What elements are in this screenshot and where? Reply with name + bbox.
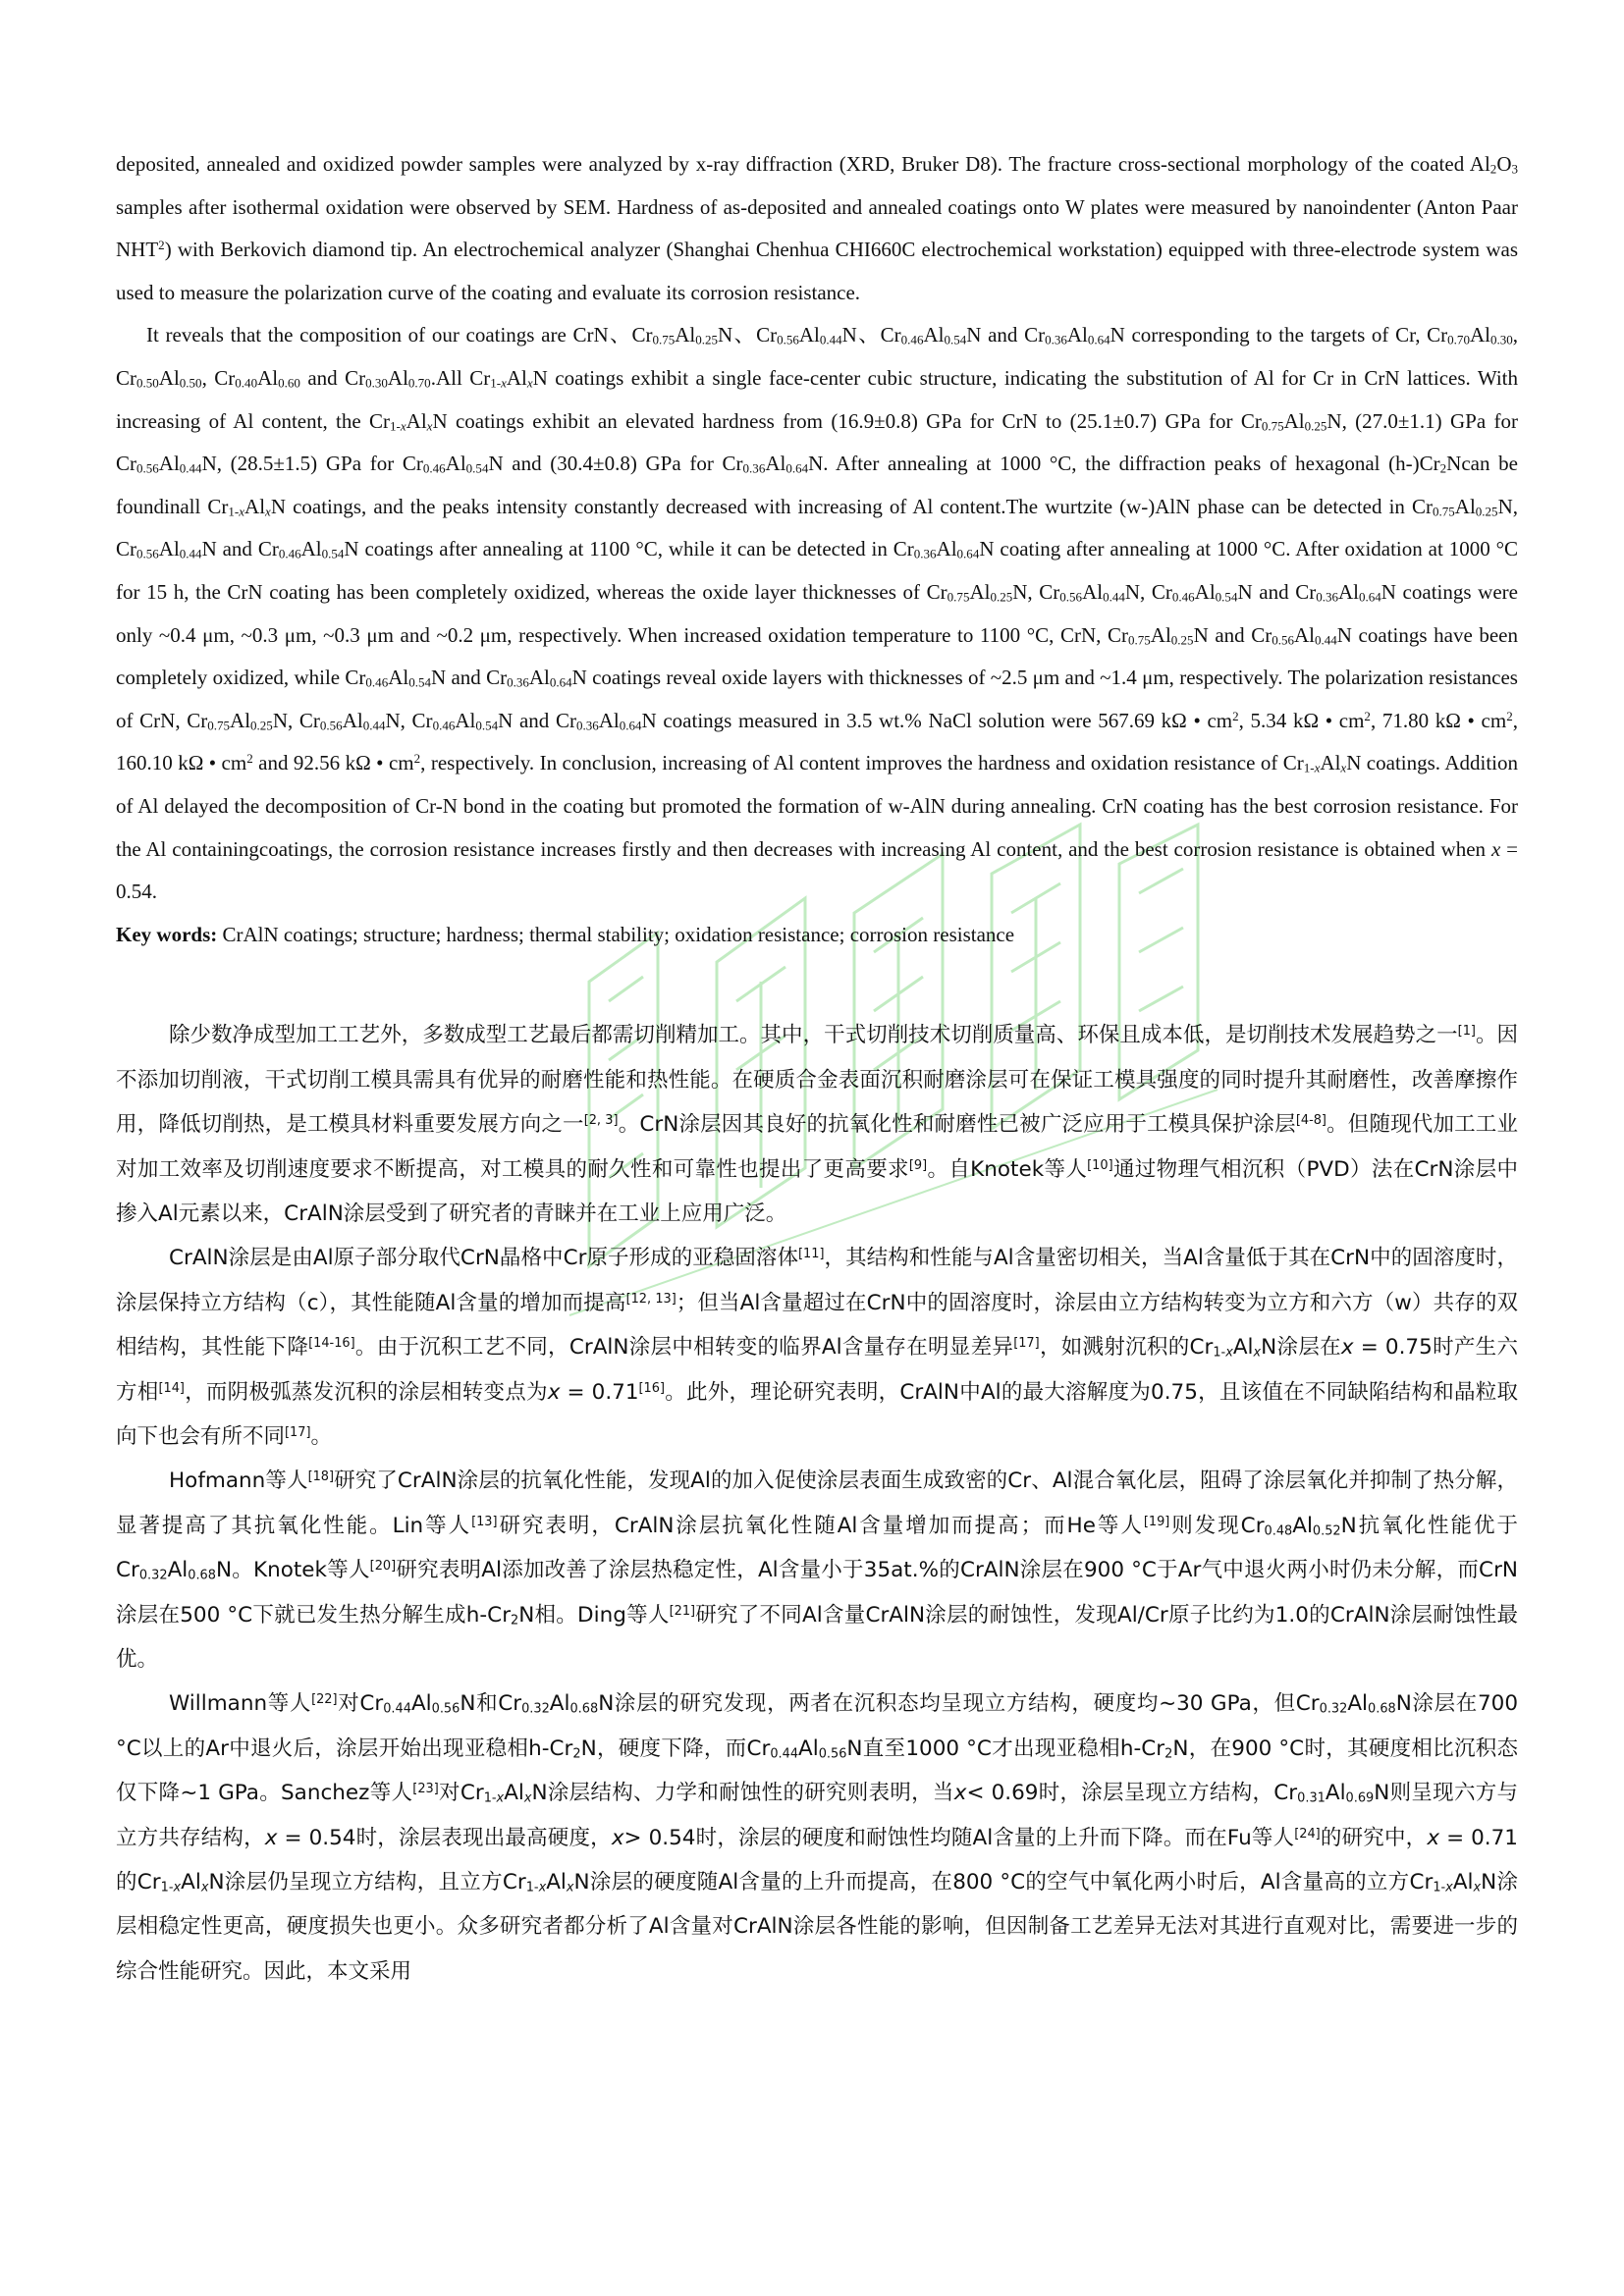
intro-paragraph-4: Willmann等人[22]对$Cr_{0.44}Al_{0.56}N$和$Cr_{0.32}Al_{0.68}N$涂层的研究发现，两者在沉积态均呈现立方结构，硬度均~30 GPa，但$Cr_{0.32}Al_{0.68}N$涂层在700 °C以上的Ar中退火后，涂层开始出现亚稳相$h-Cr_2N$，硬度下降，而$Cr_{0.44}Al_{0.56}N$直至1000 °C才出现亚稳相$h-Cr_2N$，在900 °C时，其硬度相比沉积态仅下降~1 GPa。Sanchez等人[23]对$Cr_{1-x}Al_xN$涂层结构、力学和耐蚀性的研究则表明，当x< 0.69时，涂层呈现立方结构，$Cr_{0.31}Al_{0.69}N$则呈现六方与立方共存结构，x = 0.54时，涂层表现出最高硬度，x> 0.54时，涂层的硬度和耐蚀性均随Al含量的上升而下降。而在Fu等人[24]的研究中，x = 0.71的$Cr_{1-x}Al_xN$涂层仍呈现立方结构，且立方$Cr_{1-x}Al_xN$涂层的硬度随Al含量的上升而提高，在800 °C的空气中氧化两小时后，Al含量高的立方$Cr_{1-x}Al_xN$涂层相稳定性更高，硬度损失也更小。众多研究者都分析了Al含量对CrAlN涂层各性能的影响，但因制备工艺差异无法对其进行直观对比，需要进一步的综合性能研究。因此，本文采用: [116, 1691, 1519, 1984]
keywords-label: Key words:: [116, 922, 218, 946]
keywords-text: CrAlN coatings; structure; hardness; thermal stability; oxidation resistance; corrosion resistance: [217, 922, 1015, 946]
abstract-methods-paragraph: deposited, annealed and oxidized powder samples were analyzed by x-ray diffraction (XRD, Bruker D8). The fracture cross-sectional morphology of the coated $Al_2O_3$ samples after isothermal oxidation were observed by SEM. Hardness of as-deposited and annealed coatings onto W plates were measured by nanoindenter (Anton Paar NHT$^2$) with Berkovich diamond tip. An electrochemical analyzer (Shanghai Chenhua CHI660C electrochemical workstation) equipped with three-electrode system was used to measure the polarization curve of the coating and evaluate its corrosion resistance.: [116, 152, 1518, 304]
page-body: [116, 143, 1518, 1994]
keywords-line: [116, 914, 1518, 957]
intro-paragraph-1: 除少数净成型加工工艺外，多数成型工艺最后都需切削精加工。其中，干式切削技术切削质量高、环保且成本低，是切削技术发展趋势之一[1]。因不添加切削液，干式切削工模具需具有优异的耐磨性能和热性能。在硬质合金表面沉积耐磨涂层可在保证工模具强度的同时提升其耐磨性，改善摩擦作用，降低切削热，是工模具材料重要发展方向之一[2, 3]。CrN涂层因其良好的抗氧化性和耐磨性已被广泛应用于工模具保护涂层[4-8]。但随现代加工工业对加工效率及切削速度要求不断提高，对工模具的耐久性和可靠性也提出了更高要求[9]。自Knotek等人[10]通过物理气相沉积（PVD）法在CrN涂层中掺入Al元素以来，CrAlN涂层受到了研究者的青睐并在工业上应用广泛。: [116, 1023, 1518, 1226]
section-gap: [116, 956, 1518, 1013]
intro-paragraph-2: CrAlN涂层是由Al原子部分取代CrN晶格中Cr原子形成的亚稳固溶体[11]，其结构和性能与Al含量密切相关，当Al含量低于其在CrN中的固溶度时，涂层保持立方结构（c），其性能随Al含量的增加而提高[12, 13]；但当Al含量超过在CrN中的固溶度时，涂层由立方结构转变为立方和六方（w）共存的双相结构，其性能下降[14-16]。由于沉积工艺不同，CrAlN涂层中相转变的临界Al含量存在明显差异[17]，如溅射沉积的$Cr_{1-x}Al_xN$涂层在x = 0.75时产生六方相[14]，而阴极弧蒸发沉积的涂层相转变点为x = 0.71[16]。此外，理论研究表明，CrAlN中Al的最大溶解度为0.75，且该值在不同缺陷结构和晶粒取向下也会有所不同[17]。: [116, 1246, 1518, 1449]
intro-paragraph-3: Hofmann等人[18]研究了CrAlN涂层的抗氧化性能，发现Al的加入促使涂层表面生成致密的Cr、Al混合氧化层，阻碍了涂层氧化并抑制了热分解，显著提高了其抗氧化性能。Lin等人[13]研究表明，CrAlN涂层抗氧化性随Al含量增加而提高；而He等人[19]则发现$Cr_{0.48}Al_{0.52}N$抗氧化性能优于$Cr_{0.32}Al_{0.68}N$。Knotek等人[20]研究表明Al添加改善了涂层热稳定性，Al含量小于35at.%的CrAlN涂层在900 °C于Ar气中退火两小时仍未分解，而CrN涂层在500 °C下就已发生热分解生成$h-Cr_2N$相。Ding等人[21]研究了不同Al含量CrAlN涂层的耐蚀性，发现Al/Cr原子比约为1.0的CrAlN涂层耐蚀性最优。: [116, 1468, 1519, 1672]
abstract-results-paragraph: It reveals that the composition of our coatings are CrN、$Cr_{0.75}Al_{0.25}N$、$Cr_{0.56}Al_{0.44}N$、$Cr_{0.46}Al_{0.54}N$ and $Cr_{0.36}Al_{0.64}N$ corresponding to the targets of Cr, $Cr_{0.70}Al_{0.30}$, $Cr_{0.50}Al_{0.50}$, $Cr_{0.40}Al_{0.60}$ and $Cr_{0.30}Al_{0.70}.All$ $Cr_{1-x}Al_xN$ coatings exhibit a single face-center cubic structure, indicating the substitution of Al for Cr in CrN lattices. With increasing of Al content, the $Cr_{1-x}Al_xN$ coatings exhibit an elevated hardness from (16.9±0.8) GPa for CrN to (25.1±0.7) GPa for $Cr_{0.75}Al_{0.25}N$, (27.0±1.1) GPa for $Cr_{0.56}Al_{0.44}N$, (28.5±1.5) GPa for $Cr_{0.46}Al_{0.54}N$ and (30.4±0.8) GPa for $Cr_{0.36}Al_{0.64}N$. After annealing at 1000 °C, the diffraction peaks of hexagonal $(h-)Cr_2Ncan$ be foundinall $Cr_{1-x}Al_xN$ coatings, and the peaks intensity constantly decreased with increasing of Al content.The wurtzite (w-)AlN phase can be detected in $Cr_{0.75}Al_{0.25}N$, $Cr_{0.56}Al_{0.44}N$ and $Cr_{0.46}Al_{0.54}N$ coatings after annealing at 1100 °C, while it can be detected in $Cr_{0.36}Al_{0.64}N$ coating after annealing at 1000 °C. After oxidation at 1000 °C for 15 h, the CrN coating has been completely oxidized, whereas the oxide layer thicknesses of $Cr_{0.75}Al_{0.25}N$, $Cr_{0.56}Al_{0.44}N$, $Cr_{0.46}Al_{0.54}N$ and $Cr_{0.36}Al_{0.64}N$ coatings were only ~0.4 μm, ~0.3 μm, ~0.3 μm and ~0.2 μm, respectively. When increased oxidation temperature to 1100 °C, CrN, $Cr_{0.75}Al_{0.25}N$ and $Cr_{0.56}Al_{0.44}N$ coatings have been completely oxidized, while $Cr_{0.46}Al_{0.54}N$ and $Cr_{0.36}Al_{0.64}N$ coatings reveal oxide layers with thicknesses of ~2.5 μm and ~1.4 μm, respectively. The polarization resistances of CrN, $Cr_{0.75}Al_{0.25}N$, $Cr_{0.56}Al_{0.44}N$, $Cr_{0.46}Al_{0.54}N$ and $Cr_{0.36}Al_{0.64}N$ coatings measured in 3.5 wt.% NaCl solution were 567.69 kΩ • $cm^2$, 5.34 kΩ • $cm^2$, 71.80 kΩ • $cm^2$, 160.10 kΩ • $cm^2$ and 92.56 kΩ • $cm^2$, respectively. In conclusion, increasing of Al content improves the hardness and oxidation resistance of $Cr_{1-x}Al_xN$ coatings. Addition of Al delayed the decomposition of Cr-N bond in the coating but promoted the formation of w-AlN during annealing. CrN coating has the best corrosion resistance. For the Al containingcoatings, the corrosion resistance increases firstly and then decreases with increasing Al content, and the best corrosion resistance is obtained when x = 0.54.: [116, 323, 1519, 904]
